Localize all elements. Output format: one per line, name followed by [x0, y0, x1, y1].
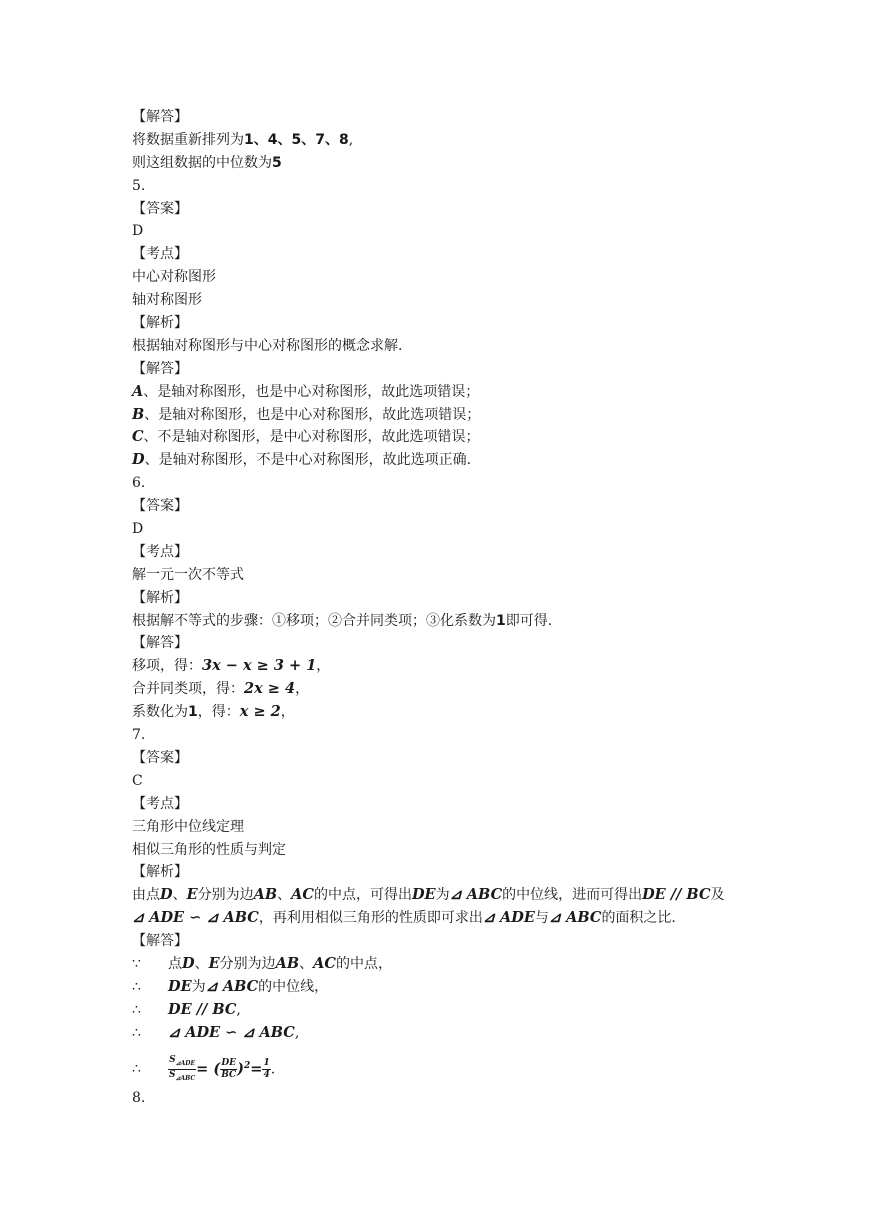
text-line: 移项，得：3x − x ≥ 3 + 1， [132, 657, 331, 675]
proof-step: ∴ DE // BC, [132, 999, 752, 1022]
proof-step: ∴ ⊿ ADE ∽ ⊿ ABC, [132, 1022, 752, 1045]
proof-step: ∵ 点D、E分别为边AB、AC的中点， [132, 953, 752, 976]
topic-item: 三角形中位线定理 [132, 818, 244, 835]
section-label-topic: 【考点】 [132, 795, 188, 812]
text-line: 由点D、E分别为边AB、AC的中点，可得出DE为⊿ ABC的中位线，进而可得出DE // BC及 [132, 886, 725, 904]
text-line: 将数据重新排列为1、4、5、7、8, [132, 131, 354, 148]
text-line: 合并同类项，得：2x ≥ 4， [132, 680, 310, 698]
section-label-answer: 【解答】 [132, 933, 188, 950]
section-label-analysis: 【解析】 [132, 864, 188, 881]
section-label-answer: 【解答】 [132, 635, 188, 652]
section-label-analysis: 【解析】 [132, 315, 188, 332]
therefore-symbol: ∴ [132, 978, 141, 995]
option-line: B、是轴对称图形，也是中心对称图形，故此选项错误； [132, 405, 481, 423]
option-line: D、是轴对称图形，不是中心对称图形，故此选项正确. [132, 451, 472, 469]
question-number: 8. [132, 1089, 146, 1106]
section-label-answer: 【解答】 [132, 360, 188, 377]
result-fraction: $\frac{1}{4}$ [263, 1057, 270, 1080]
section-label-answer-key: 【答案】 [132, 749, 188, 766]
because-symbol: ∵ [132, 955, 141, 972]
topic-item: 轴对称图形 [132, 292, 202, 309]
section-label-topic: 【考点】 [132, 543, 188, 560]
section-label-answer-key: 【答案】 [132, 498, 188, 515]
side-ratio-fraction: $\frac{DE}{BC}$ [221, 1057, 237, 1080]
answer-value: D [132, 223, 144, 240]
text-line: 系数化为1，得：x ≥ 2， [132, 703, 295, 721]
section-label-topic: 【考点】 [132, 246, 188, 263]
proof-step-formula: ∴ $\frac{S_{⊿ADE}}{S_{⊿ABC}}$ = ( $\frac{DE}{BC}$ )$^2$= $\frac{1}{4}$ . [132, 1045, 752, 1087]
question-number: 7. [132, 727, 146, 744]
text-line: 则这组数据的中位数为5 [132, 154, 282, 171]
section-label-analysis: 【解析】 [132, 589, 188, 606]
section-label-answer-key: 【答案】 [132, 200, 188, 217]
answer-value: D [132, 521, 144, 538]
area-ratio-fraction: $\frac{S_{⊿ADE}}{S_{⊿ABC}}$ [169, 1054, 196, 1082]
document-page [132, 106, 752, 1109]
therefore-symbol: ∴ [132, 1024, 141, 1041]
text-line: ⊿ ADE ∽ ⊿ ABC，再利用相似三角形的性质即可求出⊿ ADE与⊿ ABC的面积之比. [132, 909, 676, 927]
answer-value: C [132, 772, 143, 789]
option-line: A、是轴对称图形，也是中心对称图形，故此选项错误； [132, 382, 480, 400]
therefore-symbol: ∴ [132, 1001, 141, 1018]
proof-step: ∴ DE为⊿ ABC的中位线， [132, 976, 752, 999]
therefore-symbol: ∴ [132, 1061, 141, 1078]
option-line: C、不是轴对称图形，是中心对称图形，故此选项错误； [132, 428, 480, 446]
question-number: 6. [132, 475, 146, 492]
topic-item: 相似三角形的性质与判定 [132, 841, 286, 858]
topic-item: 中心对称图形 [132, 269, 216, 286]
topic-item: 解一元一次不等式 [132, 566, 244, 583]
section-label-answer: 【解答】 [132, 109, 188, 125]
text-line: 根据解不等式的步骤：①移项；②合并同类项；③化系数为1即可得. [132, 612, 553, 629]
question-number: 5. [132, 177, 146, 194]
text-line: 根据轴对称图形与中心对称图形的概念求解. [132, 337, 403, 354]
